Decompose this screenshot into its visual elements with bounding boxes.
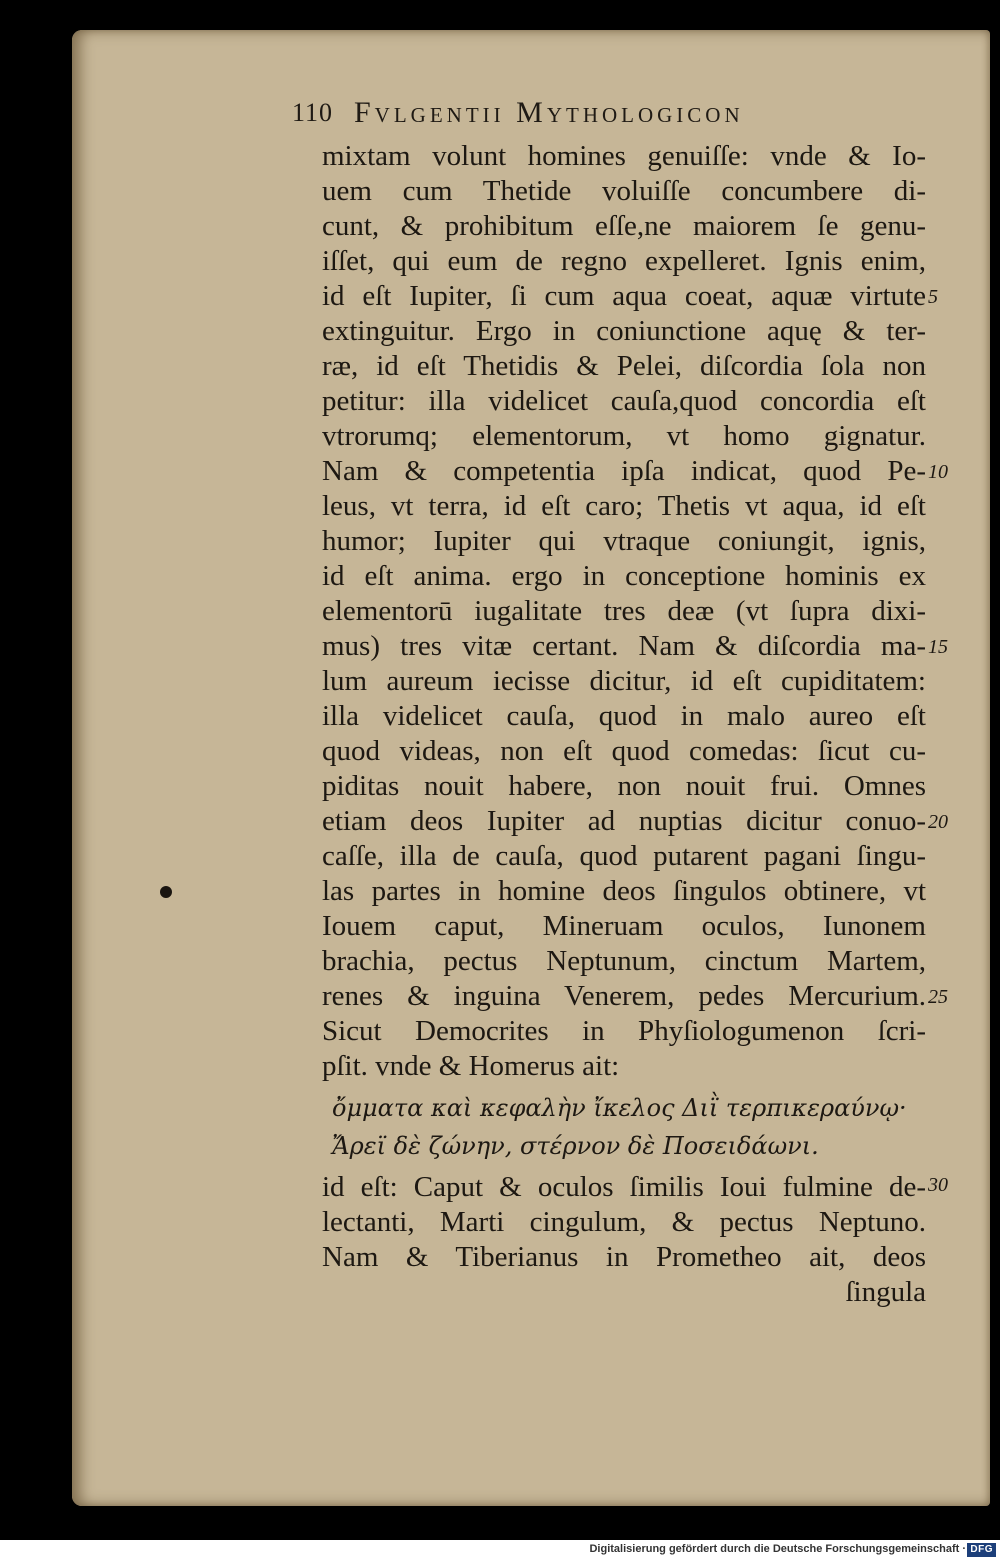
text-line: pſit. vnde & Homerus ait: <box>322 1050 620 1082</box>
page-header <box>292 98 892 138</box>
text-line: iſſet, qui eum de regno expelleret. Ignis enim, <box>322 245 926 277</box>
line-number-marker: 15 <box>928 636 948 658</box>
page-number: 110 <box>292 98 334 127</box>
text-line: elementorū iugalitate tres deæ (vt ſupra dixi- <box>322 595 926 627</box>
text-line: illa videlicet cauſa, quod in malo aureo eſt <box>322 700 926 732</box>
line-number-marker: 20 <box>928 811 948 833</box>
greek-verse-line: Ἄρεϊ δὲ ζώνην, στέρνον δὲ Ποσειδάωνι. <box>332 1132 819 1160</box>
text-line: piditas nouit habere, non nouit frui. Omnes <box>322 770 926 802</box>
text-line: ræ, id eſt Thetidis & Pelei, diſcordia ſola non <box>322 350 926 382</box>
text-line: etiam deos Iupiter ad nuptias dicitur conuo- <box>322 805 926 837</box>
dfg-logo: DFG <box>967 1543 996 1557</box>
footer-bar <box>0 1540 1000 1561</box>
text-line: caſſe, illa de cauſa, quod putarent pagani ſingu- <box>322 840 926 872</box>
text-line: humor; Iupiter qui vtraque coniungit, ignis, <box>322 525 926 557</box>
text-line: renes & inguina Venerem, pedes Mercurium. <box>322 980 926 1012</box>
text-line: Nam & competentia ipſa indicat, quod Pe- <box>322 455 926 487</box>
text-line: brachia, pectus Neptunum, cinctum Martem, <box>322 945 926 977</box>
text-line: leus, vt terra, id eſt caro; Thetis vt aqua, id eſt <box>322 490 926 522</box>
line-number-marker: 25 <box>928 986 948 1008</box>
greek-verse-line: ὄμματα καὶ κεφαλὴν ἴκελος Διῒ τερπικεραύνῳ· <box>332 1094 907 1122</box>
running-title: Fvlgentii Mythologicon <box>354 96 744 129</box>
catchword: ſingula <box>845 1276 926 1308</box>
text-line: lectanti, Marti cingulum, & pectus Neptuno. <box>322 1206 926 1238</box>
text-line: mixtam volunt homines genuiſſe: vnde & Io- <box>322 140 926 172</box>
line-number-marker: 10 <box>928 461 948 483</box>
ink-dot <box>160 886 172 898</box>
text-line: mus) tres vitæ certant. Nam & diſcordia ma- <box>322 630 926 662</box>
text-line: id eſt Iupiter, ſi cum aqua coeat, aquæ virtute <box>322 280 926 312</box>
text-line: Iouem caput, Mineruam oculos, Iunonem <box>322 910 926 942</box>
text-line: Sicut Democrites in Phyſiologumenon ſcri- <box>322 1015 926 1047</box>
text-line: quod videas, non eſt quod comedas: ſicut cu- <box>322 735 926 767</box>
line-number-marker: 30 <box>928 1174 948 1196</box>
text-line: cunt, & prohibitum eſſe,ne maiorem ſe genu- <box>322 210 926 242</box>
line-number-marker: 5 <box>928 286 938 308</box>
text-line: lum aureum iecisse dicitur, id eſt cupiditatem: <box>322 665 926 697</box>
text-line: Nam & Tiberianus in Prometheo ait, deos <box>322 1241 926 1273</box>
text-line: extinguitur. Ergo in coniunctione aquę & ter- <box>322 315 926 347</box>
text-line: vtrorumq; elementorum, vt homo gignatur. <box>322 420 926 452</box>
text-line: uem cum Thetide voluiſſe concumbere di- <box>322 175 926 207</box>
text-line: las partes in homine deos ſingulos obtinere, vt <box>322 875 926 907</box>
text-line: petitur: illa videlicet cauſa,quod concordia eſt <box>322 385 926 417</box>
text-line: id eſt anima. ergo in conceptione hominis ex <box>322 560 926 592</box>
text-line: id eſt: Caput & oculos ſimilis Ioui fulmine de- <box>322 1171 926 1203</box>
funding-credit: Digitalisierung gefördert durch die Deutsche Forschungsgemeinschaft · <box>589 1543 966 1555</box>
